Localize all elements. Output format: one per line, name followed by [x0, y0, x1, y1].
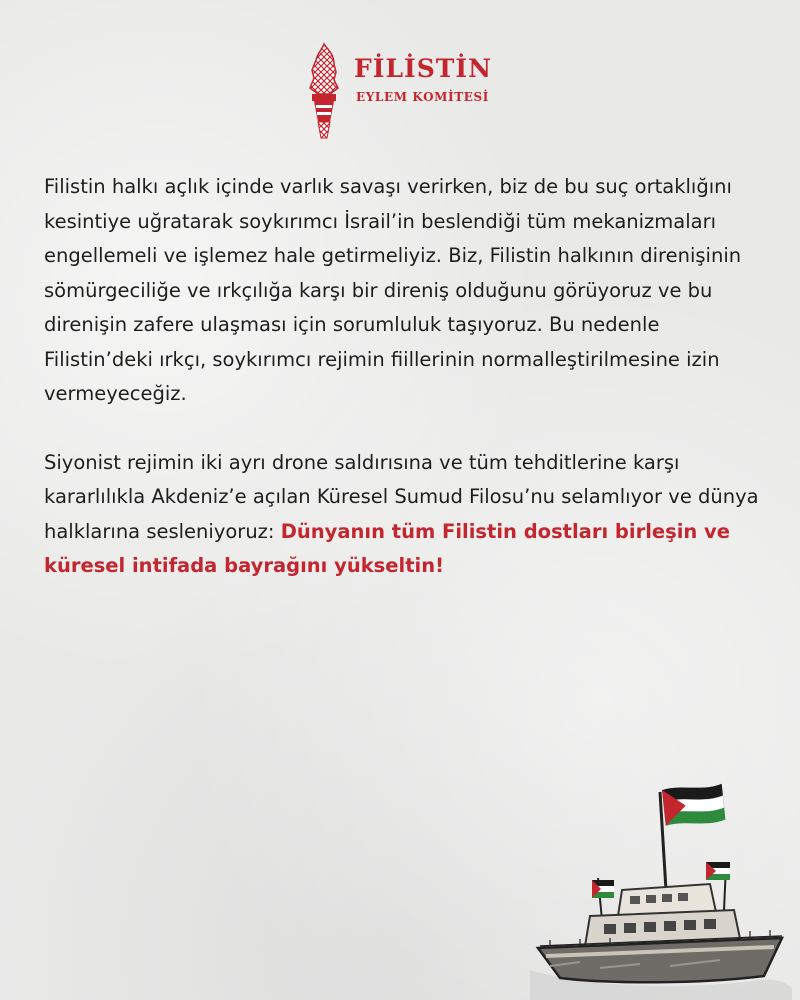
- logo-title: FİLİSTİN: [354, 54, 492, 83]
- torch-keffiyeh-icon: [300, 42, 348, 142]
- paragraph-2: [44, 446, 774, 584]
- paragraph-1: Filistin halkı açlık içinde varlık savaşı verirken, biz de bu suç ortaklığını kesintiye uğratarak soykırımcı İsrail’in beslendiği tüm mekanizmaları engellemeli ve işlemez hale getirmeliyiz. Biz, Filistin halkının direnişinin sömürgeciliğe ve ırkçılığa karşı bir direniş olduğunu görüyoruz ve bu direnişin zafere ulaşması için sorumluluk taşıyoruz. Bu nedenle Filistin’deki ırkçı, soykırımcı rejimin fiillerinin normalleştirilmesine izin vermeyeceğiz.: [44, 175, 742, 405]
- logo-subtitle: EYLEM KOMİTESİ: [356, 90, 489, 104]
- statement-text: [44, 170, 774, 584]
- boat-with-palestinian-flags-icon: [520, 770, 800, 1000]
- logo: [300, 42, 510, 142]
- call-to-action-text: Dünyanın tüm Filistin dostları birleşin ve küresel intifada bayrağını yükseltin!: [44, 519, 730, 577]
- paragraph-2-text: Siyonist rejimin iki ayrı drone saldırısına ve tüm tehditlerine karşı kararlılıkla Akdeniz’e açılan Küresel Sumud Filosu’nu selamlıyor ve dünya halklarına sesleniyoruz:: [44, 450, 759, 543]
